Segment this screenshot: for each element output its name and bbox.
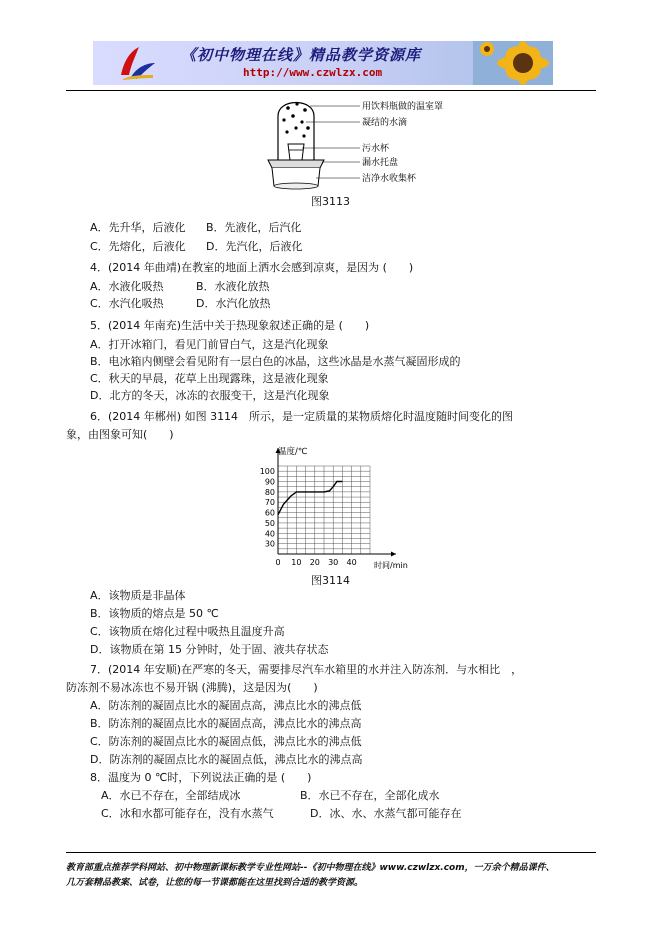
chart-grid [278, 466, 370, 554]
q7-option-b: B．防冻剂的凝固点比水的凝固点高，沸点比水的沸点高 [90, 717, 362, 730]
page-footer [66, 861, 606, 891]
chart-xlabel: 时间/min [374, 561, 408, 570]
y-tick-label: 100 [259, 467, 275, 477]
melting-curve-chart [250, 444, 420, 574]
q7-option-c: C．防冻剂的凝固点比水的凝固点低，沸点比水的沸点低 [90, 735, 362, 748]
x-tick-label: 40 [346, 558, 357, 567]
y-tick-label: 50 [264, 518, 275, 528]
site-url[interactable]: http://www.czwlzx.com [243, 66, 383, 79]
chart-caption: 图3114 [311, 574, 350, 587]
q7-stem-line1: 7．(2014 年安顺)在严寒的冬天，需要排尽汽车水箱里的水并注入防冻剂．与水相比 ， [90, 663, 523, 676]
q5-option-c: C．秋天的早晨，花草上出现露珠，这是液化现象 [90, 372, 329, 385]
q6-option-d: D．该物质在第 15 分钟时，处于固、液共存状态 [90, 643, 329, 656]
sunflower-icon [473, 41, 553, 85]
y-tick-label: 40 [264, 529, 275, 539]
x-tick-label: 30 [328, 558, 339, 567]
q5-stem: 5．(2014 年南充)生活中关于热现象叙述正确的是 ( ) [90, 319, 370, 332]
footer-rule [66, 852, 596, 853]
y-tick-label: 80 [264, 487, 275, 497]
q5-option-d: D．北方的冬天，冰冻的衣服变干，这是汽化现象 [90, 389, 330, 402]
q8-stem: 8．温度为 0 ℃时，下列说法正确的是 ( ) [90, 771, 312, 784]
q6-option-c: C．该物质在熔化过程中吸热且温度升高 [90, 625, 285, 638]
q4-option-b: B．水液化放热 [196, 280, 270, 293]
figure1-caption: 图3113 [311, 195, 350, 208]
label-tray: 漏水托盘 [362, 158, 399, 168]
q3-option-a: A．先升华，后液化 [90, 221, 186, 234]
y-tick-label: 70 [264, 498, 275, 508]
q4-option-d: D．水汽化放热 [196, 297, 271, 310]
q3-option-d: D．先汽化，后液化 [206, 240, 303, 253]
q8-option-b: B．水已不存在，全部化成水 [300, 789, 440, 802]
y-tick-label: 60 [264, 508, 275, 518]
header-rule [66, 90, 596, 91]
q4-stem: 4．(2014 年曲靖)在教室的地面上洒水会感到凉爽，是因为 ( ) [90, 261, 414, 274]
q6-option-a: A．该物质是非晶体 [90, 589, 186, 602]
q3-option-b: B．先液化，后汽化 [206, 221, 302, 234]
label-droplets: 凝结的水滴 [362, 118, 408, 128]
q8-option-a: A．水已不存在，全部结成冰 [101, 789, 241, 802]
q3-option-c: C．先熔化，后液化 [90, 240, 186, 253]
x-tick-label: 20 [309, 558, 320, 567]
label-collection-cup: 洁净水收集杯 [362, 174, 417, 184]
q7-option-d: D．防冻剂的凝固点比水的凝固点低，沸点比水的沸点高 [90, 753, 363, 766]
q5-option-b: B．电冰箱内侧壁会看见附有一层白色的冰晶，这些冰晶是水蒸气凝固形成的 [90, 355, 461, 368]
chart-ylabel: 温度/℃ [278, 447, 308, 457]
label-dome: 用饮料瓶做的温室罩 [362, 102, 444, 112]
q8-option-d: D．冰、水、水蒸气都可能存在 [310, 807, 462, 820]
q6-option-b: B．该物质的熔点是 50 ℃ [90, 607, 219, 620]
x-tick-label: 0 [275, 558, 281, 567]
footer-line-1: 教育部重点推荐学科网站、初中物理新课标教学专业性网站--《初中物理在线》www.czwlzx.com，一万余个精品课件、 [66, 863, 555, 873]
solar-still-figure [250, 94, 590, 194]
q8-option-c: C．冰和水都可能存在，没有水蒸气 [101, 807, 274, 820]
q4-option-a: A．水液化吸热 [90, 280, 164, 293]
q7-option-a: A．防冻剂的凝固点比水的凝固点高，沸点比水的沸点低 [90, 699, 362, 712]
x-tick-label: 10 [291, 558, 302, 567]
site-title: 《初中物理在线》精品教学资源库 [181, 46, 422, 64]
q4-option-c: C．水汽化吸热 [90, 297, 164, 310]
q6-stem-line1: 6．(2014 年郴州) 如图 3114 所示，是一定质量的某物质熔化时温度随时间变化的图 [90, 410, 514, 423]
header-banner [93, 41, 553, 85]
label-dirty-cup: 污水杯 [362, 144, 390, 154]
q6-stem-line2: 象，由图象可知( ) [66, 428, 174, 441]
site-logo-icon [117, 45, 157, 81]
y-tick-label: 30 [264, 539, 275, 549]
q5-option-a: A．打开冰箱门，看见门前冒白气，这是汽化现象 [90, 338, 329, 351]
q7-stem-line2: 防冻剂不易冰冻也不易开锅 (沸腾)，这是因为( ) [66, 681, 318, 694]
x-axis-arrow-icon [391, 552, 396, 557]
y-tick-label: 90 [264, 477, 275, 487]
footer-line-2: 几万套精品教案、试卷，让您的每一节课都能在这里找到合适的教学资源。 [66, 878, 364, 888]
